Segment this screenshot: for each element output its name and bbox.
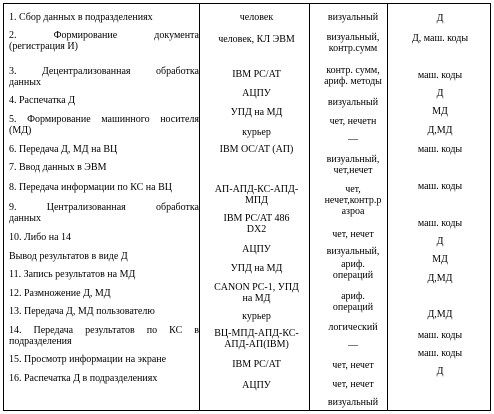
equipment-text: УПД на МД	[230, 107, 283, 118]
equipment-text: IBM PC/AT	[232, 359, 281, 370]
form-text: маш. коды	[417, 348, 463, 359]
form-text: маш. коды	[417, 330, 463, 341]
equipment-text: IBM PC/AT	[232, 69, 281, 80]
equipment-text: курьер	[242, 127, 271, 138]
process-table	[3, 3, 491, 411]
control-text: ариф. методы	[324, 76, 382, 87]
form-text: маш. коды	[417, 181, 463, 192]
equipment-text: АЦПУ	[242, 380, 271, 391]
form-text: Д, маш. коды	[411, 33, 469, 44]
equipment-text: АПД-АП(IBM)	[224, 339, 289, 350]
control-text: визуальный,	[326, 246, 380, 257]
column-divider	[199, 4, 200, 410]
stage-label: 11. Запись результатов на МД	[9, 269, 136, 280]
equipment-text: АЦПУ	[242, 244, 271, 255]
form-text: Д	[436, 13, 444, 24]
form-text: маш. коды	[417, 144, 463, 155]
control-text: нечет,контр.р	[324, 195, 382, 206]
stage-label: 5. Формирование машинного носителя	[9, 114, 199, 125]
control-text: азроа	[341, 206, 365, 217]
control-text: чет, нечетн	[329, 116, 377, 127]
column-divider	[309, 4, 310, 410]
form-text: Д	[436, 366, 444, 377]
form-text: Д,МД	[427, 309, 453, 320]
form-text: маш. коды	[417, 218, 463, 229]
control-text: ариф.	[341, 291, 365, 302]
stage-label-cont: (МД)	[9, 125, 32, 136]
form-text: МД	[432, 106, 448, 117]
control-text: контр. сумм,	[326, 65, 380, 76]
control-text: операций	[332, 302, 374, 313]
control-text: визуальный	[327, 97, 379, 108]
stage-label: 6. Передача Д, МД на ВЦ	[9, 144, 118, 155]
stage-label: 13. Передача Д, МД пользователю	[9, 306, 155, 317]
equipment-text: АЦПУ	[242, 88, 271, 99]
stage-label: 7. Ввод данных в ЭВМ	[9, 162, 107, 173]
form-text: МД	[432, 254, 448, 265]
equipment-text: УПД на МД	[230, 263, 283, 274]
control-text: чет,	[345, 184, 361, 195]
form-text: Д	[436, 236, 444, 247]
stage-label: 15. Просмотр информации на экране	[9, 354, 167, 365]
equipment-text: курьер	[242, 311, 271, 322]
stage-label-cont: данных	[9, 213, 41, 224]
stage-label: 8. Передача информации по КС на ВЦ	[9, 182, 172, 193]
stage-label: 14. Передача результатов по КС в	[9, 325, 199, 336]
stage-label: 4. Распечатка Д	[9, 95, 76, 106]
form-text: Д,МД	[427, 125, 453, 136]
form-text: маш. коды	[417, 70, 463, 81]
equipment-text: МПД	[245, 195, 268, 206]
control-text: ариф.	[341, 259, 365, 270]
equipment-text: человек, КЛ ЭВМ	[218, 34, 295, 45]
equipment-text: CANON PC-1, УПД	[214, 282, 299, 293]
stage-label: 1. Сбор данных в подразделениях	[9, 12, 153, 23]
control-text: операций	[332, 270, 374, 281]
stage-label: 2. Формирование документа	[9, 30, 199, 41]
stage-label: 16. Распечатка Д в подразделениях	[9, 373, 158, 384]
equipment-text: IBM OC/AT (АП)	[219, 144, 294, 155]
equipment-text: ВЦ-МПД-АПД-КС-	[214, 328, 299, 339]
equipment-text: на МД	[242, 293, 271, 304]
stage-label-cont: подразделения	[9, 336, 72, 347]
control-text: чет,нечет	[333, 165, 373, 176]
control-text: визуальный,	[326, 154, 380, 165]
stage-label: 12. Размножение Д, МД	[9, 288, 111, 299]
control-text: чет, нечет	[332, 379, 374, 390]
stage-label: 9. Централизованная обработка	[9, 202, 199, 213]
control-text: контр.сумм	[328, 43, 378, 54]
control-text: логический	[328, 322, 378, 333]
equipment-text: АП-АПД-КС-АПД-	[214, 184, 299, 195]
control-text: визуальный,	[326, 32, 380, 43]
equipment-text: человек	[239, 12, 274, 23]
stage-label-cont: (регистрация И)	[9, 41, 78, 52]
control-text: —	[348, 340, 358, 351]
stage-label: 3. Децентрализованная обработка	[9, 66, 199, 77]
control-text: чет, нечет	[332, 360, 374, 371]
equipment-text: IBM PC/AT 486	[223, 213, 290, 224]
stage-label-cont: данных	[9, 77, 41, 88]
control-text: визуальный	[327, 397, 379, 408]
control-text: —	[348, 134, 358, 145]
equipment-text: DX2	[246, 224, 267, 235]
control-text: визуальный	[327, 12, 379, 23]
stage-label: Вывод результатов в виде Д	[9, 251, 128, 262]
form-text: Д,МД	[427, 273, 453, 284]
control-text: чет, нечет	[332, 229, 374, 240]
stage-label: 10. Либо на 14	[9, 232, 72, 243]
form-text: Д	[436, 88, 444, 99]
